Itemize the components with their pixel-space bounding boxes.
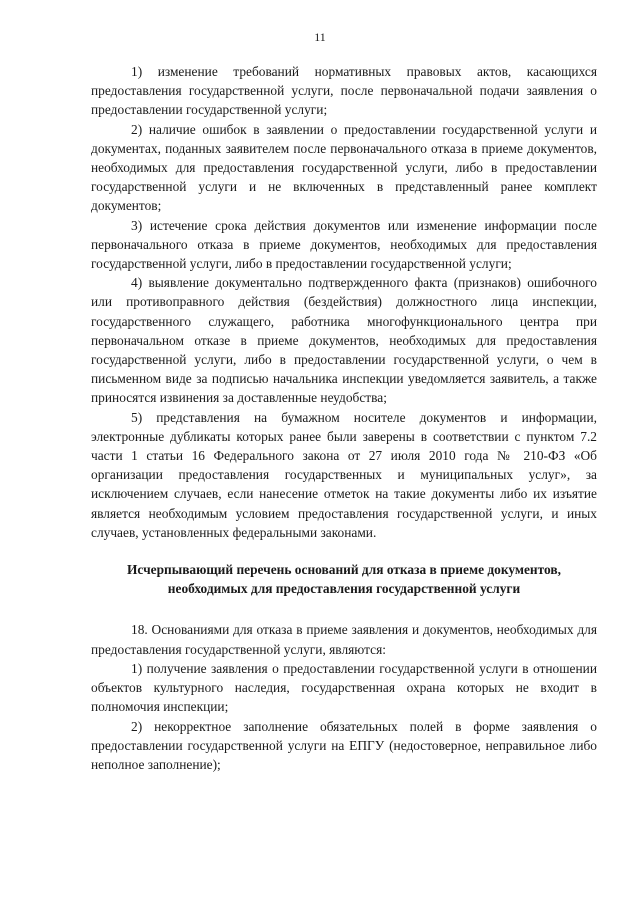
paragraph: 1) изменение требований нормативных правовых актов, касающихся предоставления государственной услуги, после первоначальной подачи заявления о предоставлении государственной услуги;: [91, 64, 597, 118]
document-body: [91, 62, 597, 774]
paragraph: 3) истечение срока действия документов или изменение информации после первоначального отказа в приеме документов, необходимых для предоставления государственной услуги, либо в предоставлении государственной услуги;: [91, 217, 597, 272]
paragraph: 1) получение заявления о предоставлении государственной услуги в отношении объектов культурного наследия, государственная охрана которых не входит в полномочия инспекции;: [91, 660, 597, 715]
paragraph: 4) выявление документально подтвержденного факта (признаков) ошибочного или противоправного действия (бездействия) должностного лица инспекции, государственного служащего, работника многофункционального центра при первоначальном отказе в приеме документов, необходимых для предоставления государственной услуги, либо в предоставлении государственной услуги, о чем в письменном виде за подписью начальника инспекции уведомляется заявитель, а также приносятся извинения за доставленные неудобства;: [91, 275, 597, 406]
paragraph: 2) наличие ошибок в заявлении о предоставлении государственной услуги и документах, поданных заявителем после первоначального отказа в приеме документов, необходимых для предоставления государственной услуги, либо в предоставлении государственной услуги и не включенных в представленный ранее комплект документов;: [91, 121, 597, 214]
page-number: 11: [314, 30, 326, 44]
paragraph: 18. Основаниями для отказа в приеме заявления и документов, необходимых для предоставления государственной услуги, являются:: [91, 622, 597, 657]
section-heading: Исчерпывающий перечень оснований для отказа в приеме документов, необходимых для предоставления государственной услуги: [127, 562, 561, 597]
paragraph: 5) представления на бумажном носителе документов и информации, электронные дубликаты которых ранее были заверены в соответствии с пунктом 7.2 части 1 статьи 16 Федерального закона от 27 июля 2010 года № 210-ФЗ «Об организации предоставления государственных и муниципальных услуг», за исключением случаев, если нанесение отметок на такие документы либо их изъятие является необходимым условием предоставления государственной услуги, и иных случаев, установленных федеральными законами.: [91, 409, 597, 540]
paragraph: 2) некорректное заполнение обязательных полей в форме заявления о предоставлении государственной услуги на ЕПГУ (недостоверное, неправильное либо неполное заполнение);: [91, 718, 597, 772]
